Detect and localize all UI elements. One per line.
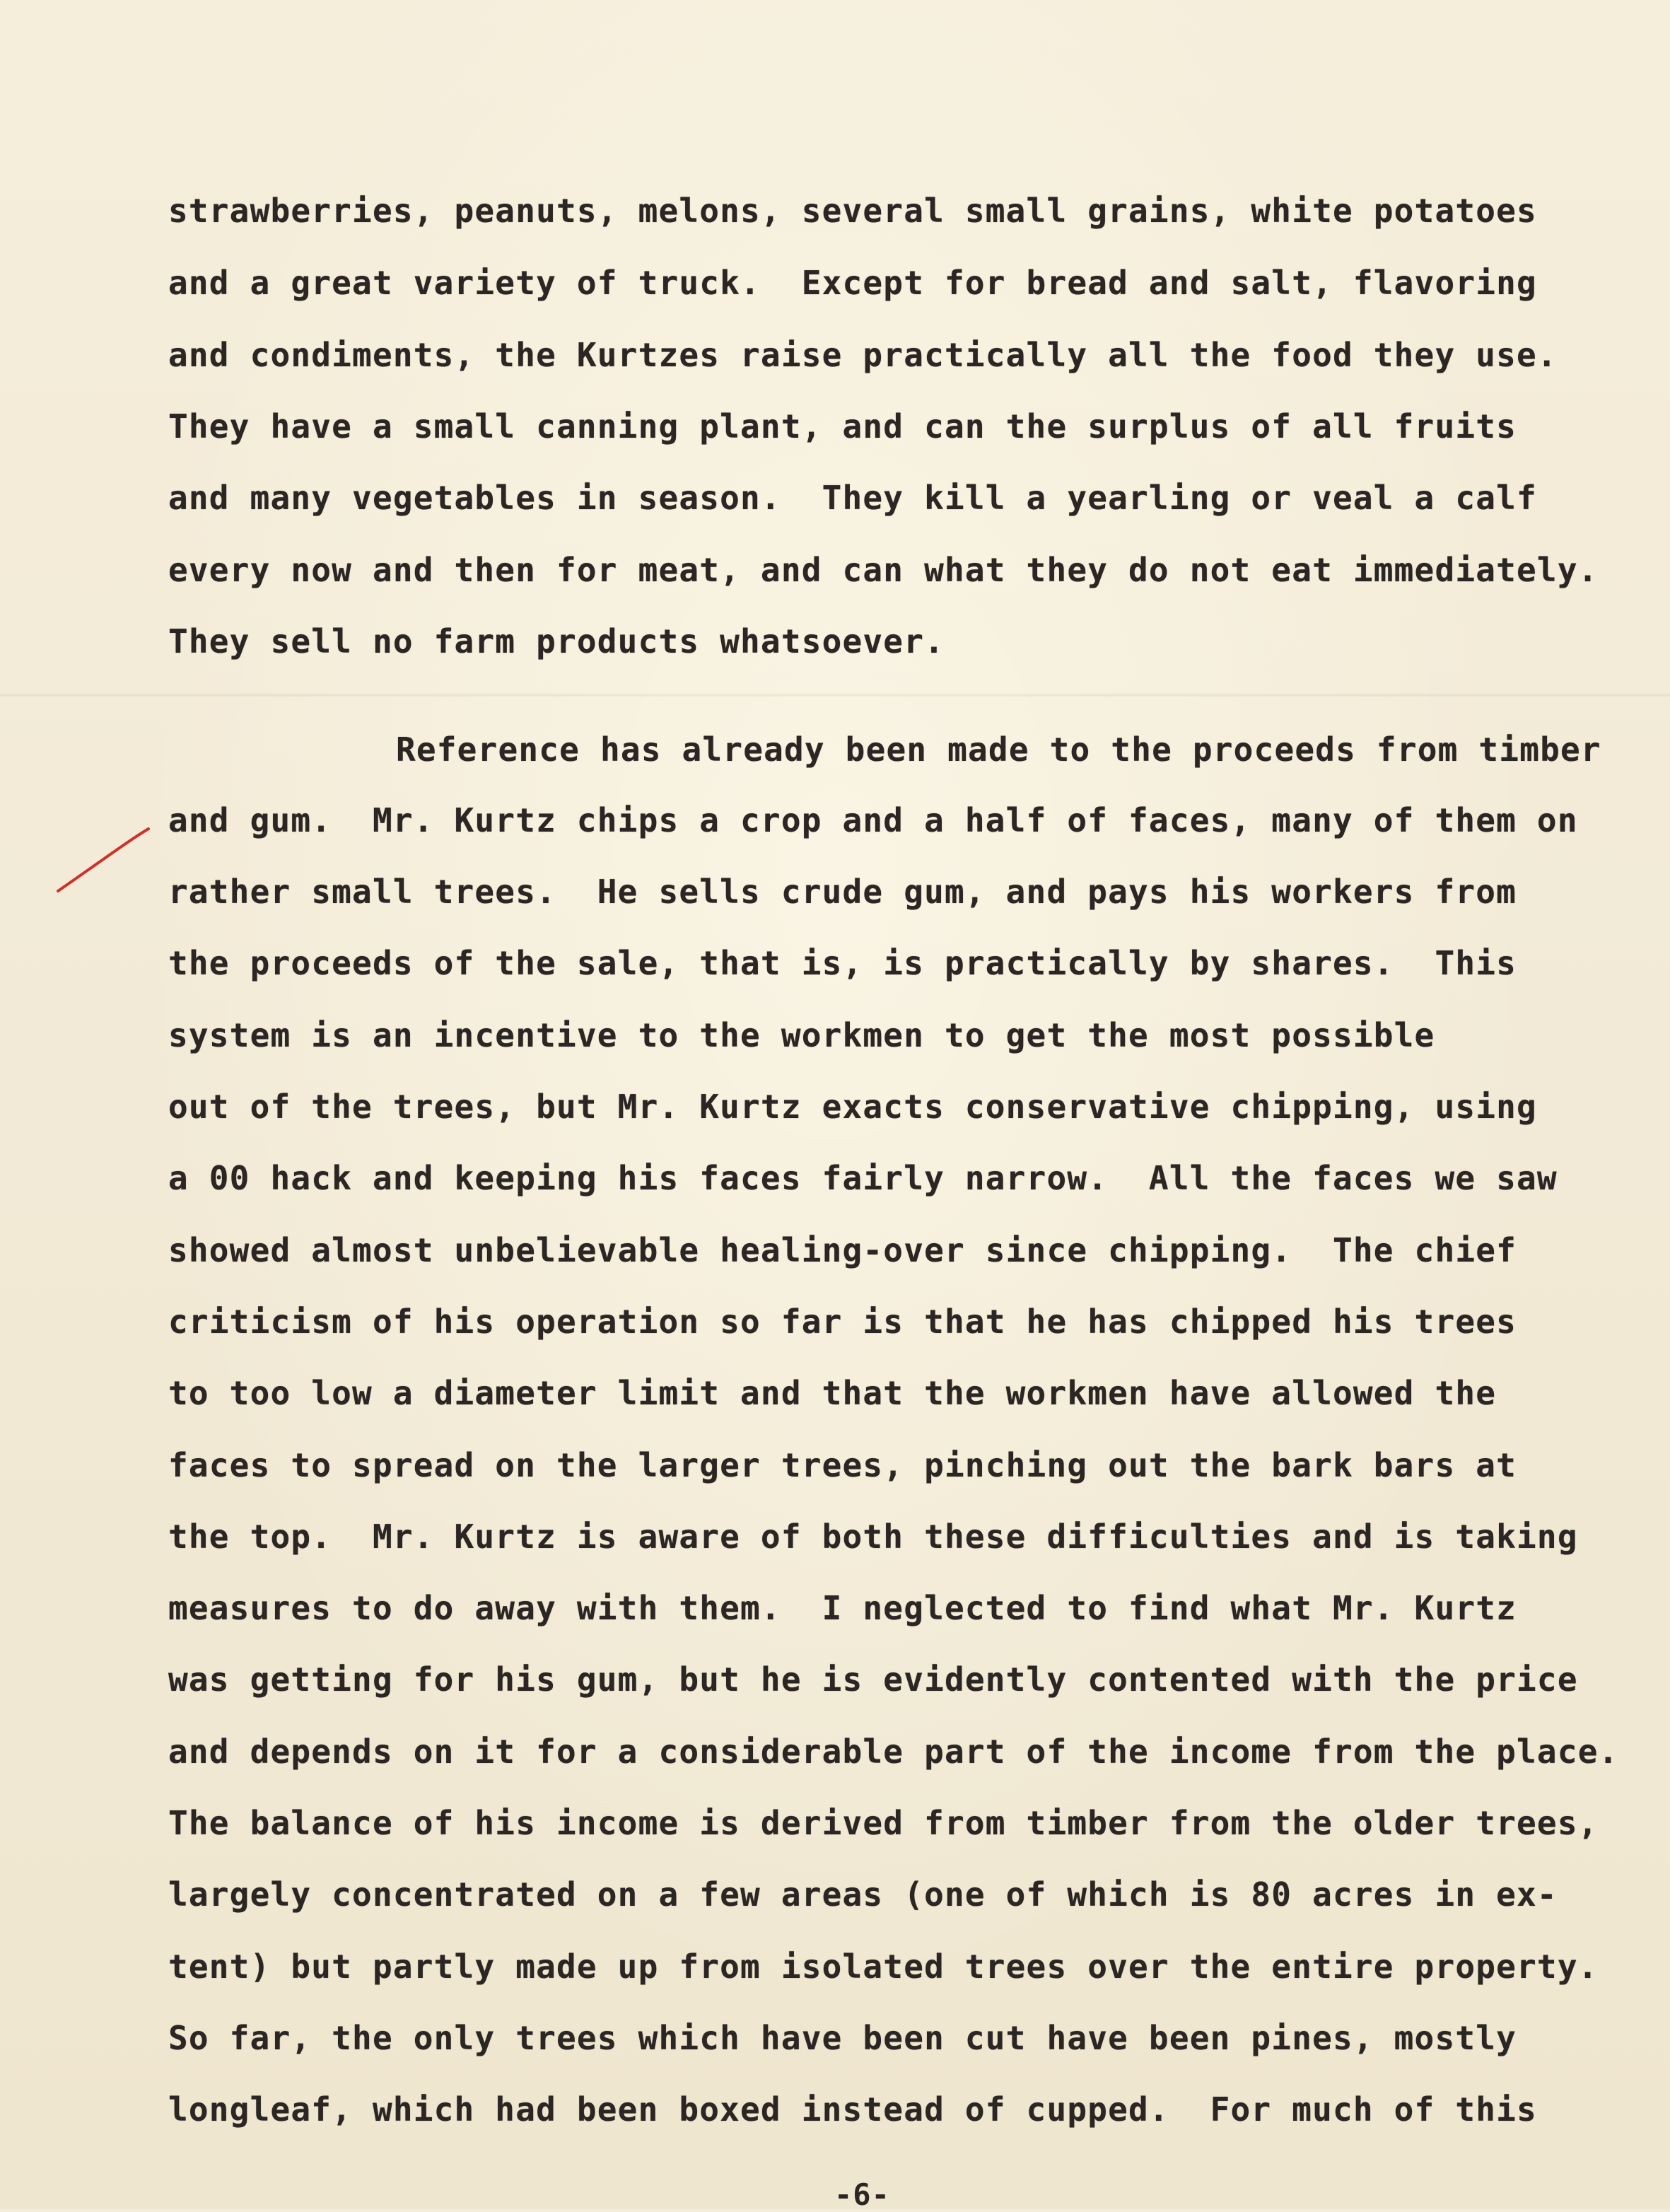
text-line: Reference has already been made to the proceeds from timber [396, 730, 1601, 769]
text-line: and depends on it for a considerable part of the income from the place. [168, 1733, 1619, 1771]
page-number: -6- [834, 2177, 890, 2212]
text-line: faces to spread on the larger trees, pinching out the bark bars at [168, 1446, 1517, 1484]
text-line: and condiments, the Kurtzes raise practically all the food they use. [168, 336, 1558, 374]
text-line: was getting for his gum, but he is evidently contented with the price [168, 1660, 1578, 1699]
text-line: So far, the only trees which have been cut have been pines, mostly [168, 2019, 1517, 2057]
text-line: They sell no farm products whatsoever. [168, 622, 945, 660]
red-pencil-mark-icon [49, 820, 156, 898]
text-line: system is an incentive to the workmen to get the most possible [168, 1016, 1435, 1054]
paper-fold [0, 693, 1670, 697]
text-line: The balance of his income is derived from timber from the older trees, [168, 1804, 1599, 1842]
text-line: a 00 hack and keeping his faces fairly narrow. All the faces we saw [168, 1159, 1558, 1197]
text-line: and gum. Mr. Kurtz chips a crop and a half of faces, many of them on [168, 801, 1578, 839]
text-line: showed almost unbelievable healing-over since chipping. The chief [168, 1231, 1517, 1269]
text-line: the proceeds of the sale, that is, is practically by shares. This [168, 944, 1517, 982]
text-line: out of the trees, but Mr. Kurtz exacts conservative chipping, using [168, 1088, 1537, 1126]
text-line: every now and then for meat, and can what they do not eat immediately. [168, 551, 1599, 589]
text-line: tent) but partly made up from isolated trees over the entire property. [168, 1948, 1599, 1986]
text-line: criticism of his operation so far is that he has chipped his trees [168, 1303, 1517, 1341]
text-line: and a great variety of truck. Except for bread and salt, flavoring [168, 264, 1537, 302]
text-line: rather small trees. He sells crude gum, and pays his workers from [168, 873, 1517, 911]
text-line: They have a small canning plant, and can the surplus of all fruits [168, 407, 1517, 446]
text-line: the top. Mr. Kurtz is aware of both these difficulties and is taking [168, 1518, 1578, 1556]
text-line: and many vegetables in season. They kill a yearling or veal a calf [168, 479, 1537, 517]
text-line: to too low a diameter limit and that the workmen have allowed the [168, 1374, 1497, 1412]
text-line: strawberries, peanuts, melons, several small grains, white potatoes [168, 192, 1537, 230]
text-line: largely concentrated on a few areas (one of which is 80 acres in ex- [168, 1875, 1558, 1914]
text-line: longleaf, which had been boxed instead of cupped. For much of this [168, 2090, 1537, 2129]
text-line: measures to do away with them. I neglected to find what Mr. Kurtz [168, 1589, 1517, 1627]
